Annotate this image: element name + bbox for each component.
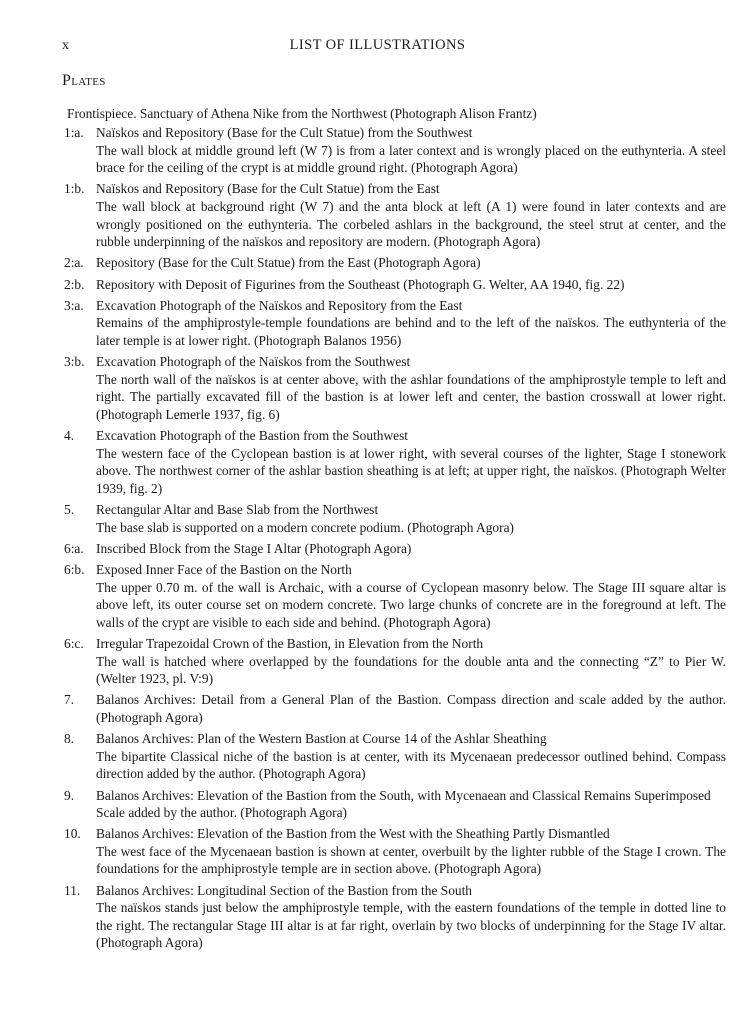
- plate-title: Balanos Archives: Elevation of the Bastion from the West with the Sheathing Partly Dismantled: [96, 826, 610, 842]
- plate-entry: [50, 180, 726, 250]
- section-title: Plates: [62, 72, 106, 89]
- plate-text: [96, 730, 726, 783]
- plate-text: [96, 180, 726, 250]
- plate-entry: [50, 276, 726, 294]
- plate-number: 2:b.: [64, 276, 85, 292]
- plate-title: Naïskos and Repository (Base for the Cult Statue) from the Southwest: [96, 125, 473, 140]
- plate-title: Irregular Trapezoidal Crown of the Bastion, in Elevation from the North: [96, 635, 484, 651]
- page-number: x: [62, 38, 69, 53]
- plate-number: 1:b.: [64, 181, 85, 197]
- plate-text: [96, 254, 726, 272]
- plate-entry: [50, 730, 726, 783]
- running-title: LIST OF ILLUSTRATIONS: [289, 37, 466, 53]
- plate-number: 5.: [64, 502, 75, 518]
- plate-text: [96, 825, 726, 878]
- plate-entry: [50, 124, 726, 177]
- plate-text: [96, 353, 726, 423]
- plate-description: The wall is hatched where overlapped by the foundations for the double anta and the connecting “Z” to Pier W. (Welter 1923, pl. V:9): [96, 653, 726, 687]
- plate-number: 9.: [64, 787, 75, 803]
- plate-number: 6:c.: [64, 635, 84, 651]
- plate-text: [96, 124, 726, 177]
- plate-text: [96, 427, 726, 497]
- plate-title: Excavation Photograph of the Bastion from the Southwest: [96, 428, 409, 444]
- plate-entry: [50, 825, 726, 878]
- plate-number: 11.: [64, 882, 81, 898]
- plate-description: The wall block at background right (W 7) and the anta block at left (A 1) were found in later contexts and are wrongly positioned on the euthynteria. The corbeled ashlars in the background, the steel strut at center, and the rubble underpinning of the naïskos and repository are modern. (Photograph Agora): [96, 198, 726, 250]
- plate-description: The base slab is supported on a modern concrete podium. (Photograph Agora): [96, 519, 514, 535]
- plate-entry: [50, 882, 726, 952]
- plate-text: [96, 501, 726, 536]
- plate-text: [96, 635, 726, 688]
- plate-title: Repository (Base for the Cult Statue) from the East (Photograph Agora): [96, 255, 481, 271]
- plate-number: 2:a.: [64, 255, 84, 271]
- plate-number: 6:a.: [64, 540, 84, 556]
- plate-number: 3:b.: [64, 354, 85, 370]
- frontispiece-entry: Frontispiece. Sanctuary of Athena Nike from the Northwest (Photograph Alison Frantz): [67, 106, 537, 121]
- plate-title: Excavation Photograph of the Naïskos from the Southwest: [96, 354, 411, 370]
- plate-entry: [50, 427, 726, 497]
- plate-description: Scale added by the author. (Photograph Agora): [96, 805, 348, 821]
- plate-text: [96, 561, 726, 631]
- plate-text: [96, 297, 726, 350]
- plate-entry: [50, 691, 726, 726]
- plate-number: 3:a.: [64, 297, 84, 313]
- plate-title: Balanos Archives: Elevation of the Bastion from the South, with Mycenaean and Classical Remains Superimposed: [96, 787, 711, 803]
- plate-description: The wall block at middle ground left (W 7) is from a later context and is wrongly placed on the euthynteria. A steel brace for the ceiling of the crypt is at middle ground right. (Photograph Agora): [96, 142, 726, 176]
- plate-entry: [50, 297, 726, 350]
- plate-description: Remains of the amphiprostyle-temple foundations are behind and to the left of the naïskos. The euthynteria of the later temple is at lower right. (Photograph Balanos 1956): [96, 315, 726, 348]
- plate-text: [96, 691, 726, 726]
- plate-text: [96, 276, 726, 294]
- plate-entry: [50, 787, 726, 822]
- plate-number: 1:a.: [64, 125, 84, 140]
- plate-text: [96, 882, 726, 952]
- plate-number: 7.: [64, 692, 75, 708]
- plate-description: The upper 0.70 m. of the wall is Archaic, with a course of Cyclopean masonry below. The Stage III square altar is above left, its outer course set on modern concrete. Two large chunks of concrete are in the foreground at left. The walls of the crypt are visible to each side and behind. (Photograph Agora): [96, 579, 726, 630]
- plate-number: 4.: [64, 428, 75, 444]
- plate-description: The bipartite Classical niche of the bastion is at center, with its Mycenaean predecessor outlined behind. Compass direction added by the author. (Photograph Agora): [96, 748, 726, 782]
- plate-entry: [50, 561, 726, 631]
- plate-number: 8.: [64, 731, 75, 747]
- plate-entry: [50, 353, 726, 423]
- plate-entry: [50, 254, 726, 272]
- plate-title: Balanos Archives: Longitudinal Section of the Bastion from the South: [96, 882, 473, 898]
- plate-number: 6:b.: [64, 562, 85, 577]
- plate-title: Inscribed Block from the Stage I Altar (Photograph Agora): [96, 540, 412, 556]
- plate-title: Balanos Archives: Detail from a General Plan of the Bastion. Compass direction and scale added by the author. (Photograph Agora): [96, 692, 726, 725]
- plate-description: The west face of the Mycenaean bastion is shown at center, overbuilt by the lighter rubble of the Stage I crown. The foundations for the amphiprostyle temple are in section above. (Photograph Agora): [96, 843, 726, 877]
- plate-text: [96, 540, 726, 558]
- plate-text: [96, 787, 726, 822]
- plate-entry: [50, 635, 726, 688]
- plate-description: The western face of the Cyclopean bastion is at lower right, with several courses of the lighter, Stage I stonework above. The northwest corner of the ashlar bastion sheathing is at left; at upper right, the naïskos. (Photograph Welter 1939, fig. 2): [96, 445, 726, 496]
- plate-title: Balanos Archives: Plan of the Western Bastion at Course 14 of the Ashlar Sheathing: [96, 731, 547, 747]
- plate-title: Rectangular Altar and Base Slab from the Northwest: [96, 502, 379, 518]
- plate-title: Repository with Deposit of Figurines from the Southeast (Photograph G. Welter, AA 1940, fig. 22): [96, 276, 625, 292]
- plate-title: Exposed Inner Face of the Bastion on the North: [96, 562, 352, 577]
- plate-description: The north wall of the naïskos is at center above, with the ashlar foundations of the amphiprostyle temple to left and right. The partially excavated fill of the bastion is at lower left and center, the bastion crosswall at lower right. (Photograph Lemerle 1937, fig. 6): [96, 371, 726, 422]
- plates-list: [50, 124, 726, 956]
- plate-description: The naïskos stands just below the amphiprostyle temple, with the eastern foundations of the temple in dotted line to the right. The rectangular Stage III altar is at far right, overlain by two blocks of underpinning for the Stage IV altar. (Photograph Agora): [96, 900, 726, 951]
- plate-title: Excavation Photograph of the Naïskos and Repository from the East: [96, 297, 463, 313]
- plate-entry: [50, 540, 726, 558]
- plate-entry: [50, 501, 726, 536]
- plate-number: 10.: [64, 826, 81, 842]
- plate-title: Naïskos and Repository (Base for the Cult Statue) from the East: [96, 181, 440, 197]
